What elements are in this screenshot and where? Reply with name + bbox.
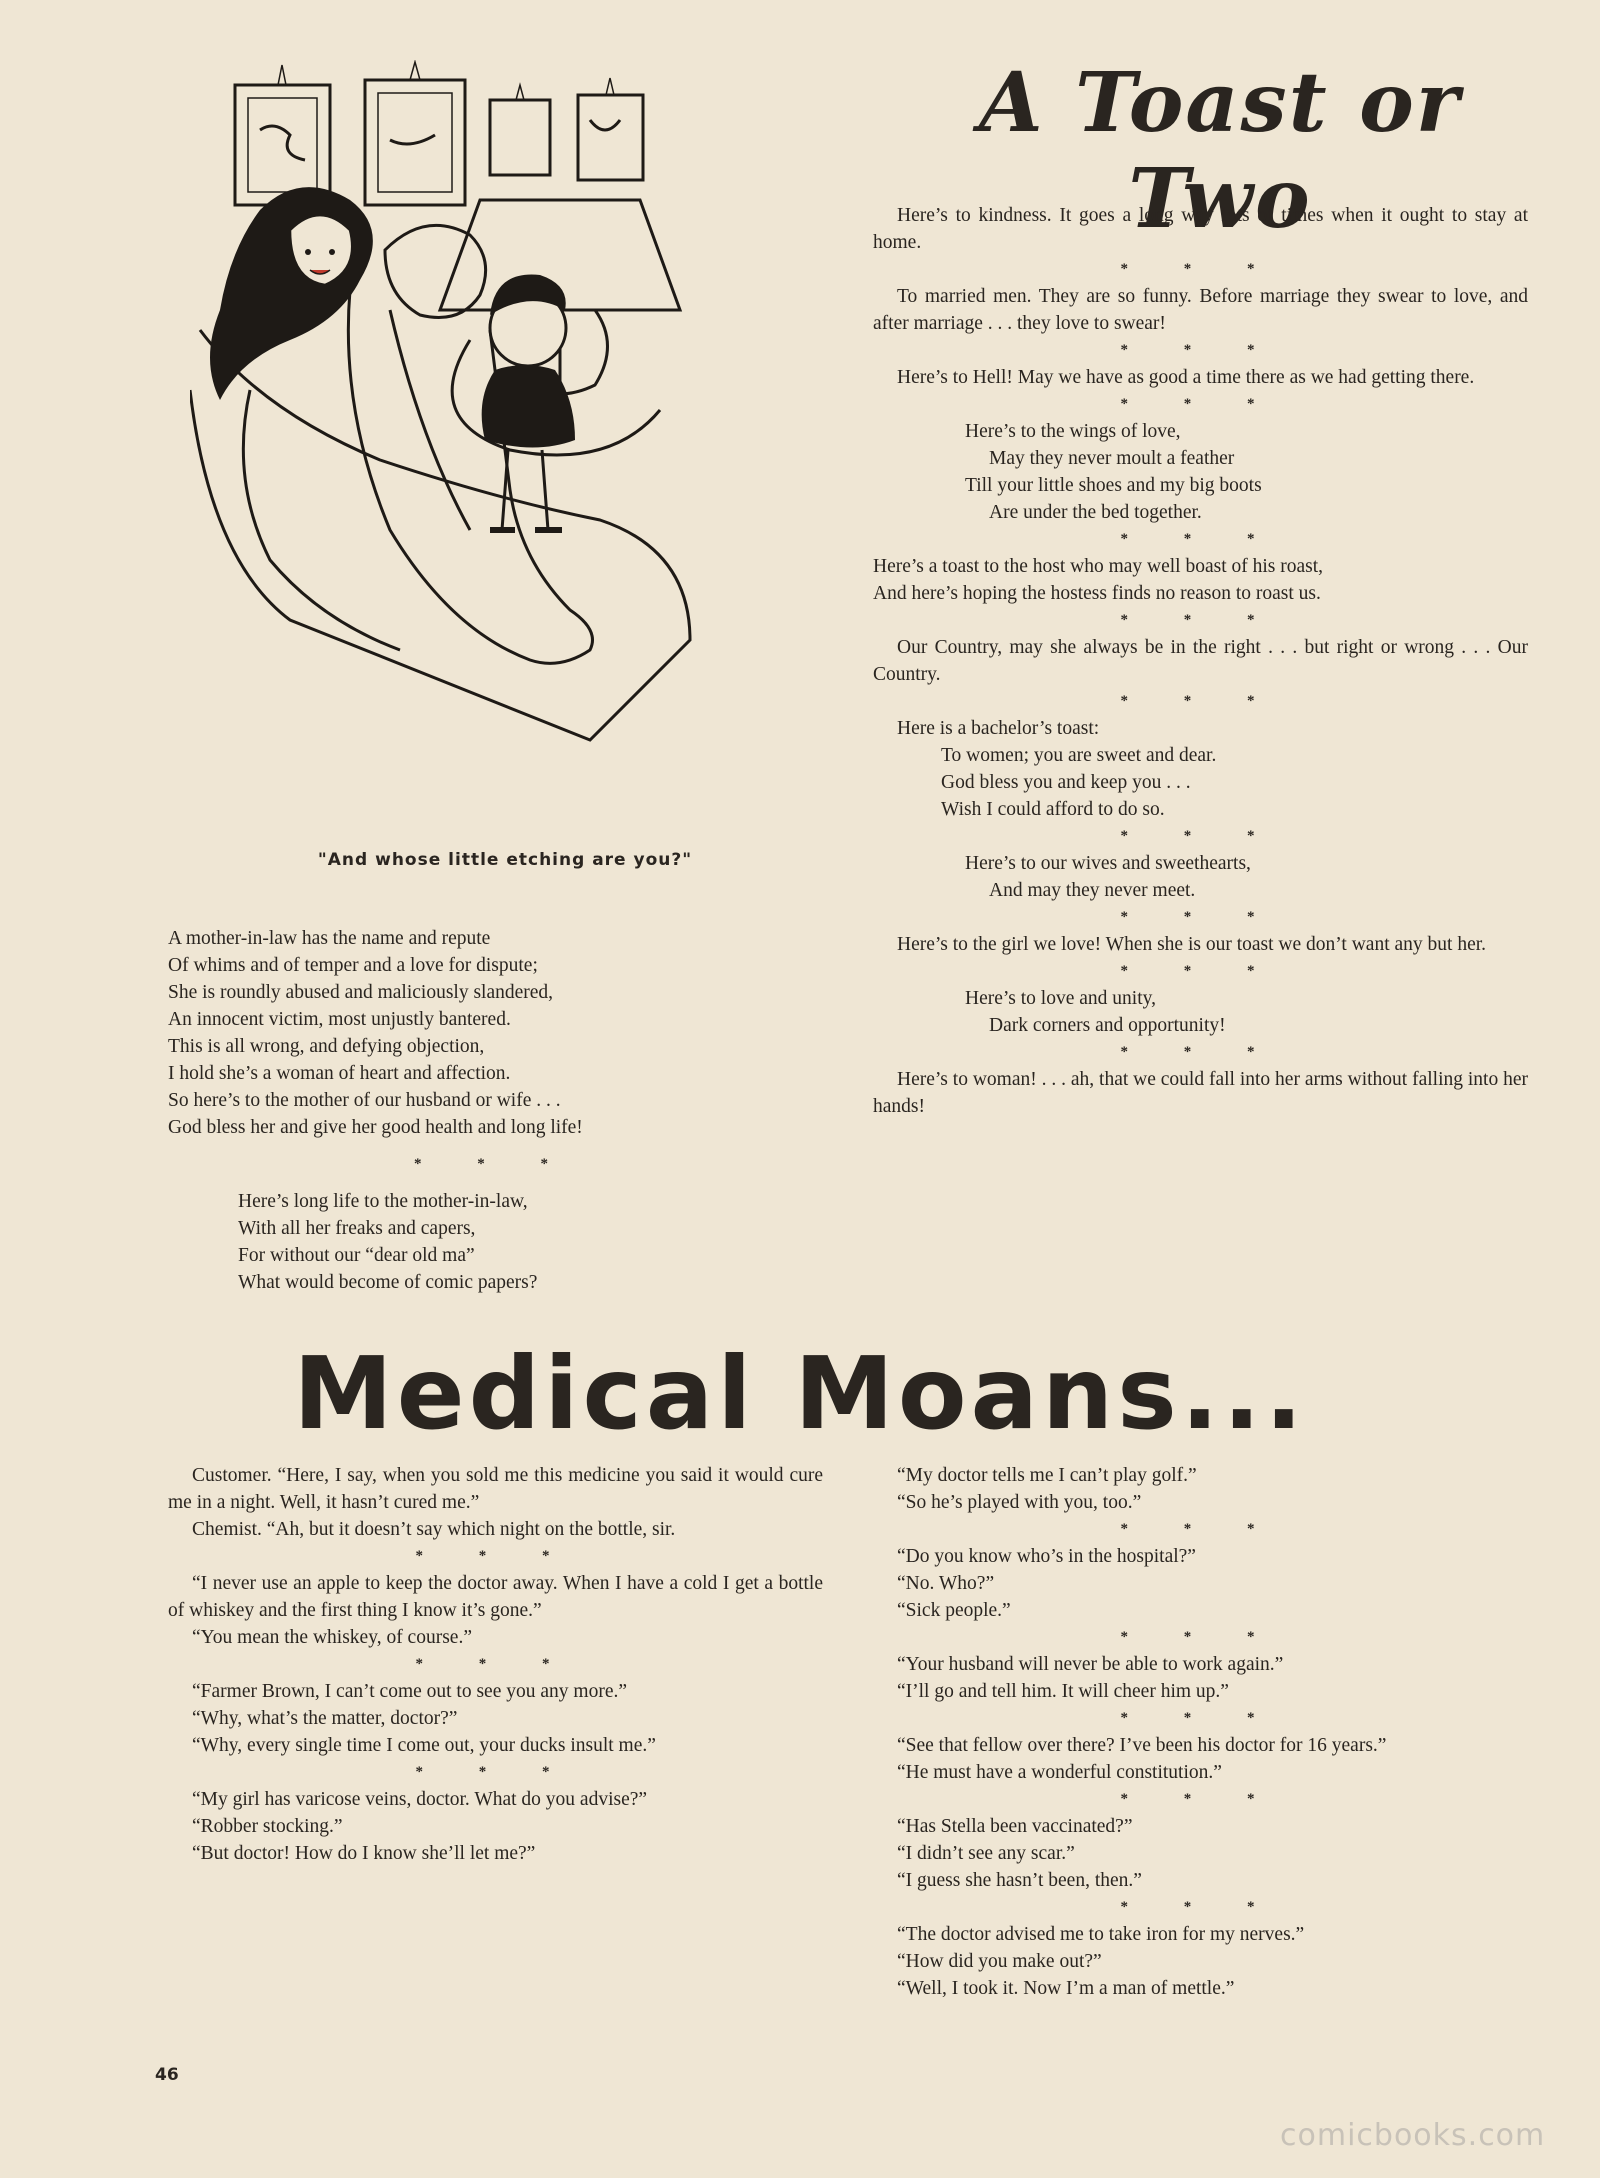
- cartoon-illustration: [190, 60, 820, 860]
- poem-line: Here’s long life to the mother-in-law,: [238, 1191, 528, 1212]
- joke-line: “Well, I took it. Now I’m a man of mettle.”: [897, 1978, 1235, 1999]
- poem-line: I hold she’s a woman of heart and affection.: [168, 1063, 511, 1084]
- separator-stars: * * *: [1120, 963, 1281, 979]
- medical-left-column: [168, 1462, 823, 1867]
- verse-line: Till your little shoes and my big boots: [965, 475, 1262, 496]
- poem-line: So here’s to the mother of our husband or wife . . .: [168, 1090, 561, 1111]
- joke-line: “No. Who?”: [897, 1573, 995, 1594]
- watermark: comicbooks.com: [1280, 2118, 1546, 2153]
- joke-line: “My girl has varicose veins, doctor. What do you advise?”: [192, 1789, 648, 1810]
- toast-paragraph: Here’s to woman! . . . ah, that we could fall into her arms without falling into her hands!: [873, 1069, 1528, 1117]
- joke-line: “Robber stocking.”: [192, 1816, 343, 1837]
- joke-line: “How did you make out?”: [897, 1951, 1102, 1972]
- toast-paragraph: Here’s to the girl we love! When she is our toast we don’t want any but her.: [897, 934, 1487, 955]
- joke-line: “Why, every single time I come out, your ducks insult me.”: [192, 1735, 656, 1756]
- poem-line: Of whims and of temper and a love for dispute;: [168, 955, 538, 976]
- toast-paragraph: Here’s to Hell! May we have as good a time there as we had getting there.: [897, 367, 1475, 388]
- joke-line: “Farmer Brown, I can’t come out to see you any more.”: [192, 1681, 627, 1702]
- poem-verse-1: [168, 925, 820, 1141]
- wall-frame-4: [578, 95, 643, 180]
- poem-line: For without our “dear old ma”: [238, 1245, 475, 1266]
- separator-stars: * * *: [1120, 1521, 1281, 1537]
- poem-line: This is all wrong, and defying objection,: [168, 1036, 485, 1057]
- poem-line: What would become of comic papers?: [238, 1272, 538, 1293]
- separator-stars: * * *: [415, 1764, 576, 1780]
- poem-line: She is roundly abused and maliciously slandered,: [168, 982, 554, 1003]
- toast-column: [873, 202, 1528, 1120]
- toast-verse: [873, 418, 1528, 526]
- verse-line: Here’s to the wings of love,: [965, 421, 1181, 442]
- verse-line: Are under the bed together.: [989, 502, 1202, 523]
- separator-stars: * * *: [1120, 1791, 1281, 1807]
- joke-line: “Has Stella been vaccinated?”: [897, 1816, 1133, 1837]
- separator-stars: * * *: [1120, 1629, 1281, 1645]
- separator-stars: * * *: [414, 1156, 574, 1172]
- joke-line: “Do you know who’s in the hospital?”: [897, 1546, 1196, 1567]
- joke-line: “I didn’t see any scar.”: [897, 1843, 1075, 1864]
- joke-line: “I’ll go and tell him. It will cheer him up.”: [897, 1681, 1229, 1702]
- poem-line: With all her freaks and capers,: [238, 1218, 476, 1239]
- joke-line: “See that fellow over there? I’ve been his doctor for 16 years.”: [897, 1735, 1387, 1756]
- verse-line: To women; you are sweet and dear.: [941, 745, 1217, 766]
- toast-line: Here’s a toast to the host who may well boast of his roast,: [873, 556, 1324, 577]
- verse-line: God bless you and keep you . . .: [941, 772, 1191, 793]
- joke-line: “Sick people.”: [897, 1600, 1011, 1621]
- toast-verse: [873, 850, 1528, 904]
- separator-stars: * * *: [1120, 531, 1281, 547]
- wall-frame-3: [490, 100, 550, 175]
- joke-line: “You mean the whiskey, of course.”: [192, 1627, 472, 1648]
- separator-stars: * * *: [1120, 396, 1281, 412]
- man-head: [385, 225, 486, 317]
- toast-title: A Toast or Two: [978, 55, 1462, 247]
- joke-line: “I guess she hasn’t been, then.”: [897, 1870, 1142, 1891]
- separator-stars: * * *: [1120, 1710, 1281, 1726]
- separator-stars: * * *: [1120, 1044, 1281, 1060]
- joke-line: “So he’s played with you, too.”: [897, 1492, 1142, 1513]
- poem-verse-2: [168, 1188, 820, 1296]
- toast-bachelor: [873, 715, 1528, 823]
- joke-line: “He must have a wonderful constitution.”: [897, 1762, 1222, 1783]
- separator-stars: * * *: [1120, 1899, 1281, 1915]
- verse-line: Wish I could afford to do so.: [941, 799, 1165, 820]
- medical-right-column: [873, 1462, 1528, 2002]
- page-number: 46: [155, 2065, 179, 2085]
- toast-paragraph: To married men. They are so funny. Before marriage they swear to love, and after marriage . . . they love to swear!: [873, 286, 1528, 334]
- joke-line: “The doctor advised me to take iron for my nerves.”: [897, 1924, 1305, 1945]
- poem-mother-in-law: [168, 925, 820, 1296]
- separator-stars: * * *: [1120, 909, 1281, 925]
- toast-paragraph: Our Country, may she always be in the right . . . but right or wrong . . . Our Country.: [873, 637, 1528, 685]
- verse-line: Dark corners and opportunity!: [989, 1015, 1226, 1036]
- poem-line: An innocent victim, most unjustly bantered.: [168, 1009, 511, 1030]
- joke-line: “Why, what’s the matter, doctor?”: [192, 1708, 458, 1729]
- verse-line: Here is a bachelor’s toast:: [897, 718, 1100, 739]
- verse-line: May they never moult a feather: [989, 448, 1235, 469]
- separator-stars: * * *: [1120, 612, 1281, 628]
- joke-line: “But doctor! How do I know she’ll let me?”: [192, 1843, 536, 1864]
- joke-line: “My doctor tells me I can’t play golf.”: [897, 1465, 1197, 1486]
- separator-stars: * * *: [1120, 828, 1281, 844]
- toast-line: And here’s hoping the hostess finds no reason to roast us.: [873, 583, 1321, 604]
- verse-line: Here’s to our wives and sweethearts,: [965, 853, 1251, 874]
- cartoon-caption: "And whose little etching are you?": [317, 850, 693, 870]
- medical-title: Medical Moans...: [293, 1335, 1307, 1452]
- verse-line: Here’s to love and unity,: [965, 988, 1156, 1009]
- separator-stars: * * *: [415, 1656, 576, 1672]
- joke-line: Chemist. “Ah, but it doesn’t say which night on the bottle, sir.: [192, 1519, 676, 1540]
- poem-line: A mother-in-law has the name and repute: [168, 928, 491, 949]
- joke-line: “Your husband will never be able to work again.”: [897, 1654, 1284, 1675]
- verse-line: And may they never meet.: [989, 880, 1196, 901]
- separator-stars: * * *: [1120, 693, 1281, 709]
- poem-line: God bless her and give her good health and long life!: [168, 1117, 583, 1138]
- joke-line: Customer. “Here, I say, when you sold me this medicine you said it would cure me in a night. Well, it hasn’t cured me.”: [168, 1465, 823, 1513]
- toast-couplet: [873, 553, 1528, 607]
- separator-stars: * * *: [415, 1548, 576, 1564]
- wall-frame-1: [235, 85, 330, 205]
- separator-stars: * * *: [1120, 261, 1281, 277]
- joke-line: “I never use an apple to keep the doctor away. When I have a cold I get a bottle of whiskey and the first thing I know it’s gone.”: [168, 1573, 823, 1621]
- toast-verse: [873, 985, 1528, 1039]
- toast-paragraph: Here’s to kindness. It goes a long way lots of times when it ought to stay at home.: [873, 205, 1528, 253]
- separator-stars: * * *: [1120, 342, 1281, 358]
